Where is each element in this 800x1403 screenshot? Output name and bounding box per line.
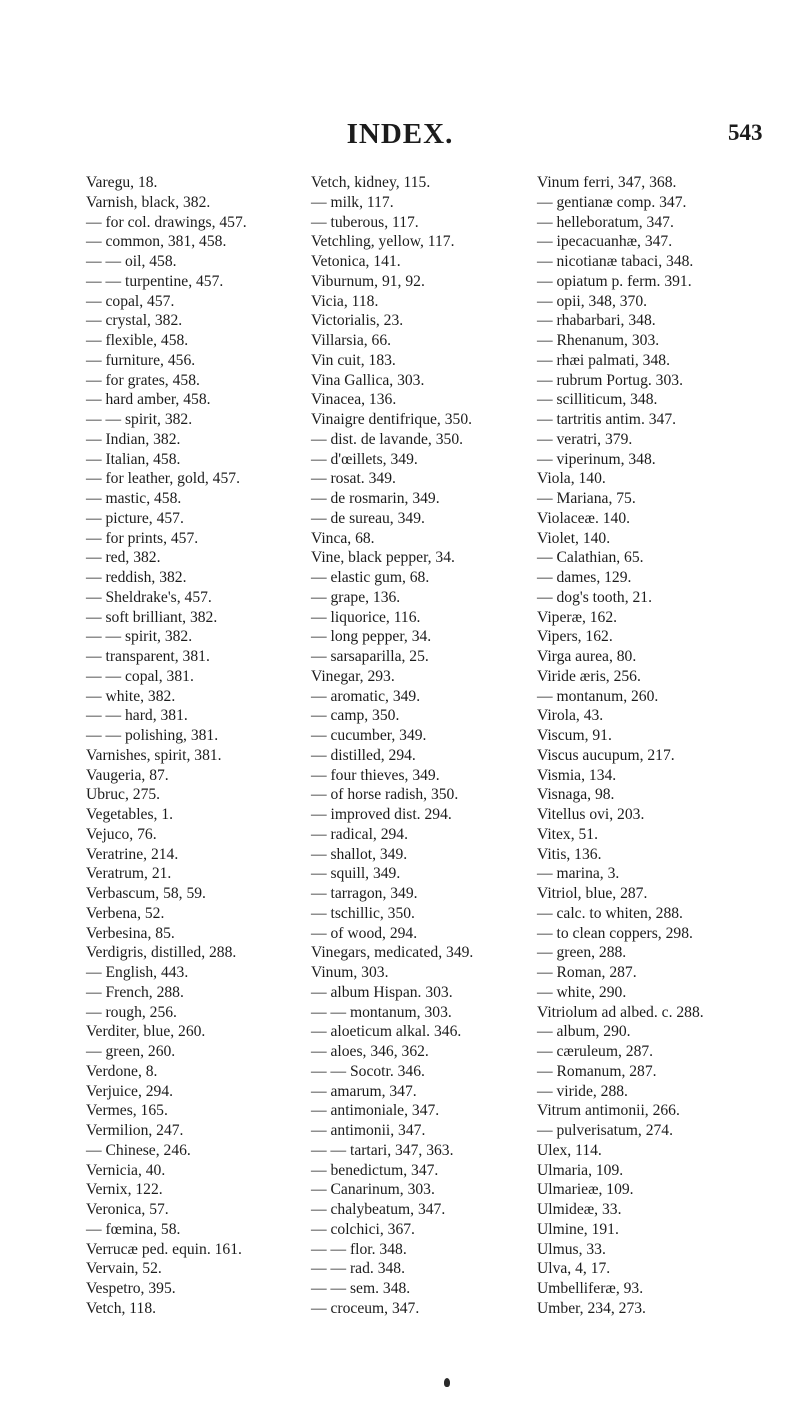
index-entry: Verjuice, 294. xyxy=(86,1082,174,1100)
index-entry: Umbelliferæ, 93. xyxy=(537,1280,644,1297)
index-entry: Vetonica, 141. xyxy=(311,253,401,270)
index-entry: — rough, 256. xyxy=(86,1003,177,1021)
index-entry: Vernix, 122. xyxy=(86,1181,163,1199)
index-entry: Vegetables, 1. xyxy=(86,806,174,823)
index-entry: — flexible, 458. xyxy=(86,332,189,349)
index-entry: Ulex, 114. xyxy=(537,1141,602,1159)
index-entry: — of horse radish, 350. xyxy=(311,786,459,804)
index-entry: — soft brilliant, 382. xyxy=(86,608,218,626)
index-entry: — improved dist. 294. xyxy=(311,806,452,823)
index-entry: — Chinese, 246. xyxy=(86,1141,191,1159)
index-entry: — red, 382. xyxy=(86,549,161,567)
index-entry: Vitis, 136. xyxy=(537,845,602,863)
index-entry: Varnishes, spirit, 381. xyxy=(86,746,222,764)
index-entry: — shallot, 349. xyxy=(311,845,408,863)
index-entry: Victorialis, 23. xyxy=(311,312,404,330)
index-entry: — aloeticum alkal. 346. xyxy=(311,1023,462,1041)
index-entry: — Romanum, 287. xyxy=(537,1062,657,1080)
index-entry: — for grates, 458. xyxy=(86,371,200,389)
index-entry: Ulmine, 191. xyxy=(537,1220,619,1238)
index-entry: — amarum, 347. xyxy=(311,1082,417,1100)
index-entry: Viscum, 91. xyxy=(537,727,612,744)
index-entry: — Sheldrake's, 457. xyxy=(86,588,212,606)
index-entry: Viride æris, 256. xyxy=(537,667,641,685)
index-entry: Vitrum antimonii, 266. xyxy=(537,1102,680,1120)
index-entry: — camp, 350. xyxy=(311,707,400,725)
index-entry: — green, 260. xyxy=(86,1043,176,1060)
index-entry: Vismia, 134. xyxy=(537,766,617,784)
index-entry: Verdigris, distilled, 288. xyxy=(86,944,237,962)
index-entry: — scilliticum, 348. xyxy=(537,391,658,409)
index-entry: Vitellus ovi, 203. xyxy=(537,806,645,823)
index-entry: Vinegar, 293. xyxy=(311,667,395,685)
index-entry: — — oil, 458. xyxy=(86,253,177,270)
index-entry: — dames, 129. xyxy=(537,569,632,586)
index-entry: Varnish, black, 382. xyxy=(86,193,211,211)
index-entry: Ulmus, 33. xyxy=(537,1240,606,1258)
index-entry: Ulva, 4, 17. xyxy=(537,1260,611,1278)
page-title: INDEX. xyxy=(346,118,454,150)
index-entry: — album, 290. xyxy=(537,1023,631,1041)
index-entry: Vetchling, yellow, 117. xyxy=(311,233,455,251)
index-entry: — — Socotr. 346. xyxy=(311,1062,425,1080)
index-entry: — chalybeatum, 347. xyxy=(311,1201,446,1218)
index-entry: — white, 290. xyxy=(537,983,627,1001)
index-entry: — tuberous, 117. xyxy=(311,213,419,231)
index-entry: — mastic, 458. xyxy=(86,490,182,507)
index-column-1 xyxy=(86,173,247,1319)
index-entry: — sarsaparilla, 25. xyxy=(311,648,429,665)
index-entry: — — rad. 348. xyxy=(311,1260,405,1278)
index-entry: Visnaga, 98. xyxy=(537,786,615,804)
index-entry: — four thieves, 349. xyxy=(311,766,440,784)
index-entry: — copal, 457. xyxy=(86,292,175,310)
index-entry: — rhæi palmati, 348. xyxy=(537,351,670,369)
index-entry: Vin cuit, 183. xyxy=(311,351,396,369)
index-entry: — rosat. 349. xyxy=(311,470,396,488)
index-entry: — — hard, 381. xyxy=(86,707,188,725)
index-entry: — ipecacuanhæ, 347. xyxy=(537,233,673,251)
index-entry: Vipers, 162. xyxy=(537,628,613,646)
index-entry: Vinum ferri, 347, 368. xyxy=(537,174,677,191)
index-entry: Vernicia, 40. xyxy=(86,1161,166,1179)
index-entry: Ulmaria, 109. xyxy=(537,1161,624,1179)
index-entry: — for leather, gold, 457. xyxy=(86,470,240,488)
index-entry: — viperinum, 348. xyxy=(537,450,656,468)
index-entry: Virola, 43. xyxy=(537,707,604,725)
index-entry: — elastic gum, 68. xyxy=(311,569,430,586)
index-entry: — helleboratum, 347. xyxy=(537,213,674,231)
index-entry: Viola, 140. xyxy=(537,470,606,488)
index-entry: — long pepper, 34. xyxy=(311,628,432,646)
index-entry: — cæruleum, 287. xyxy=(537,1043,654,1060)
index-entry: — rubrum Portug. 303. xyxy=(537,371,683,389)
index-entry: — for col. drawings, 457. xyxy=(86,213,247,231)
index-entry: Vine, black pepper, 34. xyxy=(311,549,455,567)
index-entry: — reddish, 382. xyxy=(86,569,187,586)
index-entry: — album Hispan. 303. xyxy=(311,983,453,1001)
index-entry: Viperæ, 162. xyxy=(537,608,618,626)
index-entry: Verrucæ ped. equin. 161. xyxy=(86,1240,242,1258)
index-entry: — milk, 117. xyxy=(311,193,394,211)
index-entry: Vinacea, 136. xyxy=(311,391,397,409)
index-entry: — transparent, 381. xyxy=(86,648,210,665)
index-entry: — Roman, 287. xyxy=(537,964,637,981)
index-entry: — crystal, 382. xyxy=(86,312,183,330)
index-entry: — English, 443. xyxy=(86,964,189,981)
index-entry: Umber, 234, 273. xyxy=(537,1299,646,1317)
index-entry: — for prints, 457. xyxy=(86,529,199,547)
index-entry: — of wood, 294. xyxy=(311,924,418,942)
index-entry: — veratri, 379. xyxy=(537,430,633,448)
index-entry: — Canarinum, 303. xyxy=(311,1181,435,1199)
index-entry: Veratrine, 214. xyxy=(86,845,179,863)
index-entry: Vinegars, medicated, 349. xyxy=(311,944,474,962)
index-column-3 xyxy=(537,173,704,1319)
index-entry: Vinca, 68. xyxy=(311,529,375,547)
index-entry: — to clean coppers, 298. xyxy=(537,924,693,942)
index-entry: — tarragon, 349. xyxy=(311,885,418,902)
index-entry: — hard amber, 458. xyxy=(86,391,211,409)
index-entry: — Calathian, 65. xyxy=(537,549,644,567)
index-entry: Violaceæ. 140. xyxy=(537,509,631,527)
index-entry: — dist. de lavande, 350. xyxy=(311,430,464,448)
index-entry: — distilled, 294. xyxy=(311,746,416,764)
index-entry: — picture, 457. xyxy=(86,509,184,527)
index-entry: — calc. to whiten, 288. xyxy=(537,904,683,922)
index-entry: — nicotianæ tabaci, 348. xyxy=(537,253,694,270)
index-entry: Vespetro, 395. xyxy=(86,1280,176,1297)
index-entry: Vitriolum ad albed. c. 288. xyxy=(537,1003,704,1021)
index-entry: — tschillic, 350. xyxy=(311,904,415,922)
index-entry: Vinaigre dentifrique, 350. xyxy=(311,411,473,428)
index-entry: Verditer, blue, 260. xyxy=(86,1023,206,1041)
index-entry: — gentianæ comp. 347. xyxy=(537,193,687,211)
index-entry: — squill, 349. xyxy=(311,865,401,883)
index-entry: Villarsia, 66. xyxy=(311,332,392,349)
index-entry: Ulmarieæ, 109. xyxy=(537,1181,634,1199)
index-entry: Ubruc, 275. xyxy=(86,786,161,804)
index-entry: Vermilion, 247. xyxy=(86,1122,184,1139)
index-entry: — green, 288. xyxy=(537,944,627,962)
index-entry: — — sem. 348. xyxy=(311,1280,411,1297)
index-entry: Violet, 140. xyxy=(537,529,611,547)
index-entry: Viburnum, 91, 92. xyxy=(311,272,425,290)
index-entry: Vetch, kidney, 115. xyxy=(311,174,431,191)
index-entry: Virga aurea, 80. xyxy=(537,648,637,665)
index-entry: — common, 381, 458. xyxy=(86,233,227,251)
index-entry: — Mariana, 75. xyxy=(537,490,636,507)
index-entry: — de rosmarin, 349. xyxy=(311,490,440,507)
index-entry: — — spirit, 382. xyxy=(86,411,193,428)
index-entry: — opiatum p. ferm. 391. xyxy=(537,272,692,290)
index-entry: — montanum, 260. xyxy=(537,687,659,705)
index-entry: — — copal, 381. xyxy=(86,667,194,685)
index-entry: Verdone, 8. xyxy=(86,1062,158,1080)
index-entry: — colchici, 367. xyxy=(311,1220,415,1238)
index-entry: — rhabarbari, 348. xyxy=(537,312,656,330)
index-entry: — de sureau, 349. xyxy=(311,509,425,527)
index-column-2 xyxy=(311,173,473,1319)
index-entry: Veratrum, 21. xyxy=(86,865,172,883)
index-entry: Vitex, 51. xyxy=(537,825,598,843)
index-entry: — tartritis antim. 347. xyxy=(537,411,677,428)
index-entry: — — polishing, 381. xyxy=(86,727,219,744)
index-entry: Vetch, 118. xyxy=(86,1299,157,1317)
index-entry: — cucumber, 349. xyxy=(311,727,427,744)
index-entry: Verbena, 52. xyxy=(86,904,165,922)
index-entry: — d'œillets, 349. xyxy=(311,450,418,468)
index-entry: — marina, 3. xyxy=(537,865,620,883)
index-entry: — — turpentine, 457. xyxy=(86,272,224,290)
index-entry: Varegu, 18. xyxy=(86,174,158,191)
index-entry: — Italian, 458. xyxy=(86,450,181,468)
index-entry: — opii, 348, 370. xyxy=(537,292,648,310)
index-entry: — fœmina, 58. xyxy=(86,1220,181,1238)
index-entry: Vinum, 303. xyxy=(311,964,389,981)
index-entry: Vaugeria, 87. xyxy=(86,766,169,784)
index-entry: — — montanum, 303. xyxy=(311,1003,452,1021)
index-entry: Vicia, 118. xyxy=(311,292,379,310)
index-entry: Verbesina, 85. xyxy=(86,924,175,942)
index-entry: — — spirit, 382. xyxy=(86,628,193,646)
index-entry: Veronica, 57. xyxy=(86,1201,169,1218)
index-entry: — dog's tooth, 21. xyxy=(537,588,653,606)
index-entry: Vina Gallica, 303. xyxy=(311,371,425,389)
index-entry: — croceum, 347. xyxy=(311,1299,420,1317)
index-entry: Ulmideæ, 33. xyxy=(537,1201,622,1218)
index-entry: Vitriol, blue, 287. xyxy=(537,885,648,902)
index-entry: — antimonii, 347. xyxy=(311,1122,426,1139)
index-entry: Vejuco, 76. xyxy=(86,825,157,843)
index-entry: — furniture, 456. xyxy=(86,351,196,369)
index-entry: — — flor. 348. xyxy=(311,1240,407,1258)
index-entry: Viscus aucupum, 217. xyxy=(537,746,675,764)
index-entry: — benedictum, 347. xyxy=(311,1161,439,1179)
index-entry: — Rhenanum, 303. xyxy=(537,332,660,349)
index-entry: — liquorice, 116. xyxy=(311,608,421,626)
index-entry: — — tartari, 347, 363. xyxy=(311,1141,454,1159)
index-entry: — radical, 294. xyxy=(311,825,408,843)
index-entry: — antimoniale, 347. xyxy=(311,1102,440,1120)
index-entry: — Indian, 382. xyxy=(86,430,181,448)
index-entry: — aloes, 346, 362. xyxy=(311,1043,429,1060)
index-entry: — viride, 288. xyxy=(537,1082,628,1100)
index-entry: Verbascum, 58, 59. xyxy=(86,885,206,902)
index-entry: — grape, 136. xyxy=(311,588,401,606)
index-entry: — pulverisatum, 274. xyxy=(537,1122,673,1139)
ink-mark xyxy=(444,1378,450,1387)
index-entry: — French, 288. xyxy=(86,983,184,1001)
index-entry: Vervain, 52. xyxy=(86,1260,162,1278)
index-entry: — aromatic, 349. xyxy=(311,687,421,705)
index-entry: Vermes, 165. xyxy=(86,1102,168,1120)
index-entry: — white, 382. xyxy=(86,687,176,705)
page-number: 543 xyxy=(728,120,763,145)
